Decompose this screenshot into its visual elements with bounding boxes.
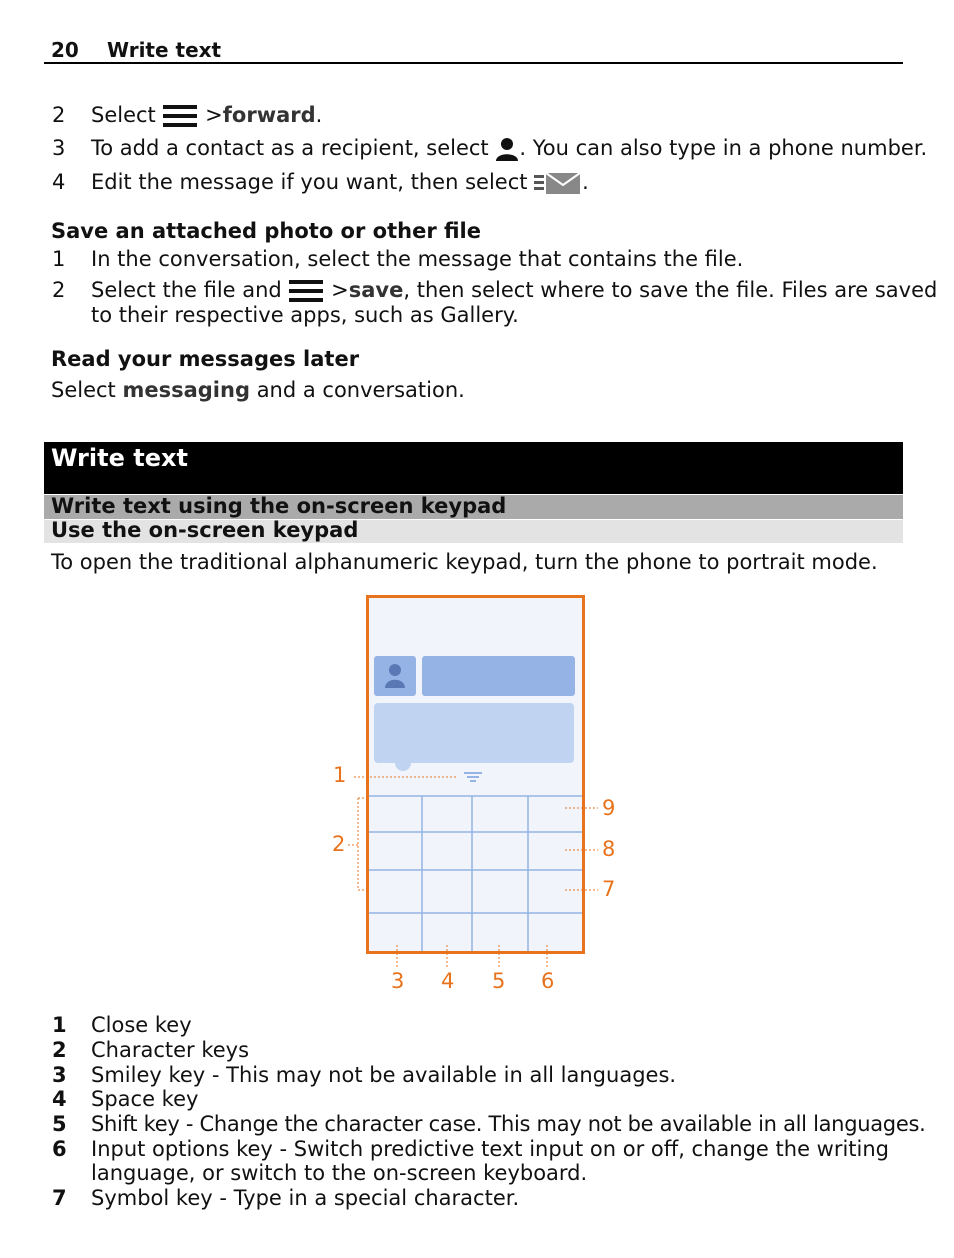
legend-number: 1 bbox=[52, 1013, 67, 1037]
legend-text: Space key bbox=[91, 1087, 199, 1111]
step-text: In the conversation, select the message that contains the file. bbox=[91, 247, 744, 271]
callout-2: 2 bbox=[332, 832, 346, 856]
callout-7: 7 bbox=[602, 877, 616, 901]
callout-1: 1 bbox=[333, 763, 347, 787]
callout-3: 3 bbox=[391, 969, 405, 993]
step-text-part: Select the file and bbox=[91, 278, 282, 302]
step-bold-term: forward bbox=[222, 103, 316, 127]
paragraph-part: Select bbox=[51, 378, 116, 402]
step-text-continued: to their respective apps, such as Gallery. bbox=[91, 303, 519, 327]
step-text-part: . You can also type in a phone number. bbox=[519, 136, 928, 160]
message-bubble-tail bbox=[395, 755, 411, 771]
subsection-title: Use the on-screen keypad bbox=[51, 518, 359, 542]
legend-number: 5 bbox=[52, 1112, 67, 1136]
legend-number: 4 bbox=[52, 1087, 67, 1111]
section-title: Write text using the on-screen keypad bbox=[51, 494, 507, 518]
step-number: 4 bbox=[52, 170, 66, 194]
step-number: 2 bbox=[52, 278, 66, 302]
phone-screen-frame bbox=[368, 597, 584, 953]
callout-5: 5 bbox=[492, 969, 506, 993]
section-heading-save: Save an attached photo or other file bbox=[51, 219, 481, 243]
legend-text: Input options key - Switch predictive text input on or off, change the writing bbox=[91, 1137, 890, 1161]
step-text-part: To add a contact as a recipient, select bbox=[91, 136, 489, 160]
callout-9: 9 bbox=[602, 796, 616, 820]
legend-number: 6 bbox=[52, 1137, 67, 1161]
step-text-part: Edit the message if you want, then select bbox=[91, 170, 528, 194]
paragraph-part: and a conversation. bbox=[256, 378, 465, 402]
callout-6: 6 bbox=[541, 969, 555, 993]
legend-number: 2 bbox=[52, 1038, 67, 1062]
step-text-part: Select bbox=[91, 103, 156, 127]
legend-text: Close key bbox=[91, 1013, 192, 1037]
legend-number: 3 bbox=[52, 1063, 67, 1087]
paragraph-bold-term: messaging bbox=[122, 378, 250, 402]
step-text-part: . bbox=[315, 103, 323, 127]
message-bubble bbox=[374, 703, 574, 763]
callout-8: 8 bbox=[602, 837, 616, 861]
page-number: 20 bbox=[51, 38, 79, 62]
recipient-field bbox=[422, 656, 575, 696]
legend-text: Character keys bbox=[91, 1038, 250, 1062]
intro-paragraph: To open the traditional alphanumeric keypad, turn the phone to portrait mode. bbox=[51, 550, 878, 574]
legend-number: 7 bbox=[52, 1186, 67, 1210]
step-text-part: . bbox=[582, 170, 589, 194]
avatar-head-icon bbox=[389, 664, 401, 676]
section-heading-read: Read your messages later bbox=[51, 347, 360, 371]
step-number: 1 bbox=[52, 247, 66, 271]
legend-text: Shift key - Change the character case. This may not be available in all languages. bbox=[91, 1112, 926, 1136]
step-separator: > bbox=[205, 103, 223, 127]
page-header-title: Write text bbox=[107, 38, 222, 62]
legend-text: Smiley key - This may not be available in all languages. bbox=[91, 1063, 677, 1087]
callout-4: 4 bbox=[441, 969, 455, 993]
legend-text: Symbol key - Type in a special character. bbox=[91, 1186, 520, 1210]
step-number: 3 bbox=[52, 136, 66, 160]
chapter-title: Write text bbox=[51, 444, 188, 472]
step-separator: > bbox=[331, 278, 349, 302]
legend-text-continued: language, or switch to the on-screen keyboard. bbox=[91, 1161, 588, 1185]
step-number: 2 bbox=[52, 103, 66, 127]
step-bold-term: save bbox=[348, 278, 404, 302]
step-text-part: , then select where to save the file. Files are saved bbox=[403, 278, 938, 302]
